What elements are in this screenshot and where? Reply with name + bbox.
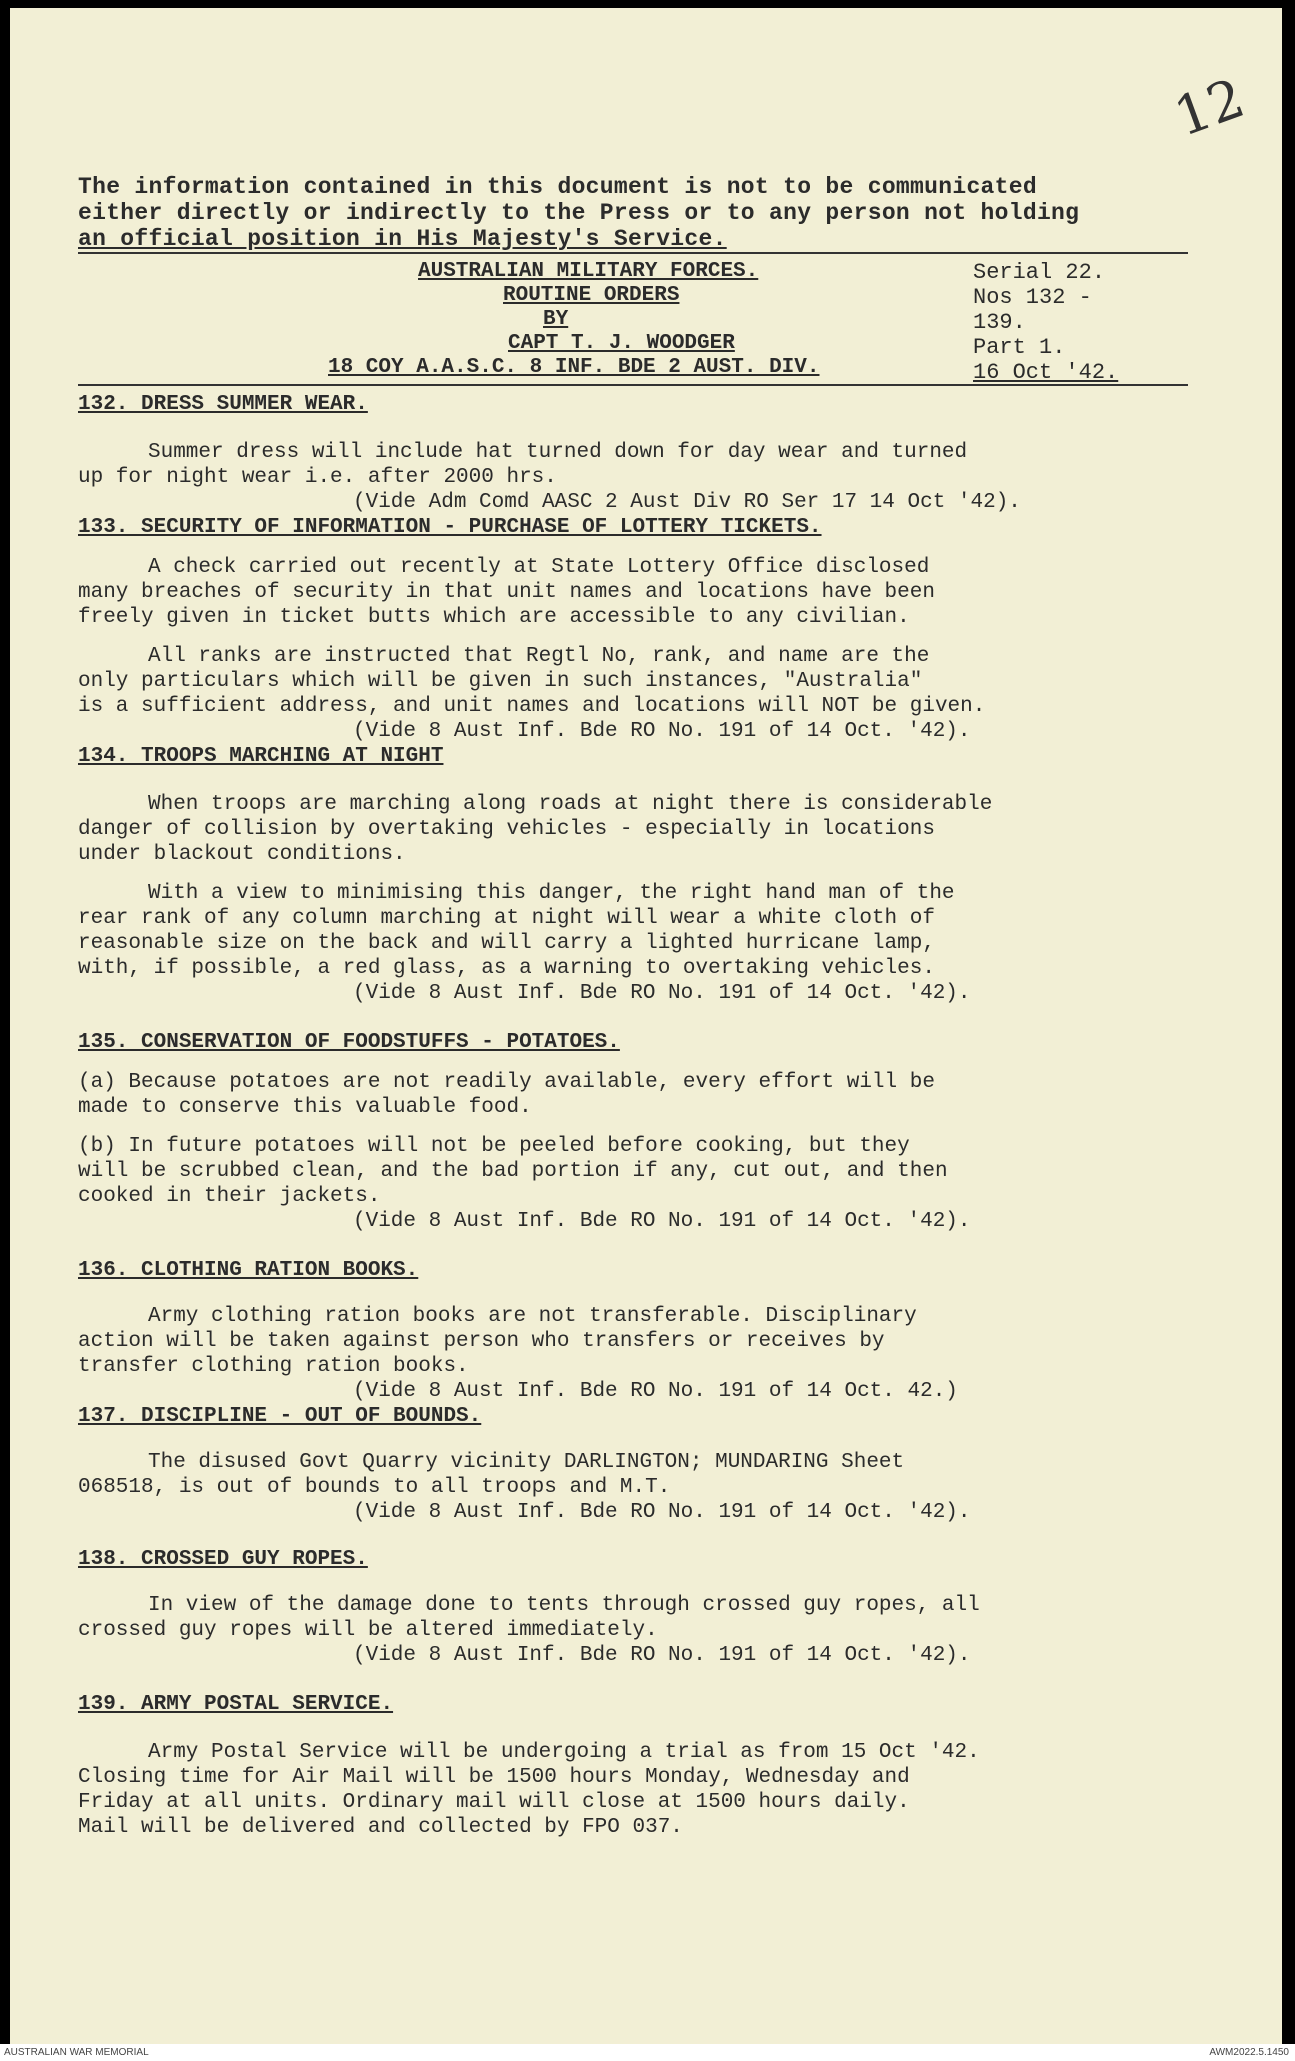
order-paragraph: All ranks are instructed that Regtl No, rank, and name are the only particulars which will be given in such instances, "Australia" is a sufficient address, and unit names and locations will NOT be given. — [78, 645, 986, 718]
header-title-unit: 18 COY A.A.S.C. 8 INF. BDE 2 AUST. DIV. — [328, 356, 820, 379]
order-paragraph: With a view to minimising this danger, the right hand man of the rear rank of any column marching at night will wear a white cloth of reasonable size on the back and will carry a lighted hurricane lamp, with, if possible, a red glass, as a warning to overtaking vehicles. — [78, 882, 955, 980]
order-132 — [78, 392, 1188, 515]
order-title: 133. SECURITY OF INFORMATION - PURCHASE OF LOTTERY TICKETS. — [78, 516, 822, 539]
footer-source: AUSTRALIAN WAR MEMORIAL — [4, 2047, 149, 2058]
order-reference: (Vide 8 Aust Inf. Bde RO No. 191 of 14 Oct. 42.) — [353, 1380, 958, 1403]
order-title: 132. DRESS SUMMER WEAR. — [78, 393, 368, 416]
order-paragraph: (b) In future potatoes will not be peeled before cooking, but they will be scrubbed clean, and the bad portion if any, cut out, and then cooked in their jackets. — [78, 1135, 948, 1208]
order-133 — [78, 515, 1188, 744]
date: 16 Oct '42. — [973, 360, 1119, 385]
order-paragraph: Army Postal Service will be undergoing a trial as from 15 Oct '42. Closing time for Air Mail will be 1500 hours Monday, Wednesday and Friday at all units. Ordinary mail will close at 1500 hours daily. Mail will be delivered and collected by FPO 037. — [78, 1741, 980, 1839]
header-title-forces: AUSTRALIAN MILITARY FORCES. — [418, 260, 759, 283]
order-paragraph: (a) Because potatoes are not readily available, every effort will be made to conserve this valuable food. — [78, 1071, 935, 1119]
order-title: 134. TROOPS MARCHING AT NIGHT — [78, 745, 444, 768]
order-paragraph: When troops are marching along roads at night there is considerable danger of collision by overtaking vehicles - especially in locations under blackout conditions. — [78, 793, 993, 866]
serial: Serial 22. — [973, 260, 1106, 285]
order-paragraph: A check carried out recently at State Lottery Office disclosed many breaches of security in that unit names and locations have been freely given in ticket butts which are accessible to any civilian. — [78, 556, 935, 629]
part: Part 1. — [973, 335, 1066, 360]
order-paragraph: The disused Govt Quarry vicinity DARLINGTON; MUNDARING Sheet 068518, is out of bounds to all troops and M.T. — [78, 1451, 905, 1499]
order-reference: (Vide Adm Comd AASC 2 Aust Div RO Ser 17 14 Oct '42). — [353, 491, 1021, 514]
order-reference: (Vide 8 Aust Inf. Bde RO No. 191 of 14 Oct. '42). — [353, 1501, 971, 1524]
order-reference: (Vide 8 Aust Inf. Bde RO No. 191 of 14 Oct. '42). — [353, 982, 971, 1005]
header-titles — [328, 260, 1008, 380]
order-136 — [78, 1258, 1188, 1404]
warning-line-2: either directly or indirectly to the Press or to any person not holding — [78, 200, 1080, 226]
order-reference: (Vide 8 Aust Inf. Bde RO No. 191 of 14 Oct. '42). — [353, 1644, 971, 1667]
header-title-by: BY — [543, 308, 569, 331]
order-title: 136. CLOTHING RATION BOOKS. — [78, 1259, 419, 1282]
order-paragraph: Summer dress will include hat turned down for day wear and turned up for night wear i.e. after 2000 hrs. — [78, 441, 968, 489]
header-rule-top — [78, 252, 1188, 254]
order-135 — [78, 1030, 1188, 1234]
order-title: 139. ARMY POSTAL SERVICE. — [78, 1693, 394, 1716]
page-number: 12 — [1166, 66, 1253, 149]
header-title-officer: CAPT T. J. WOODGER — [508, 332, 735, 355]
header-meta — [973, 260, 1118, 385]
order-134 — [78, 744, 1188, 1006]
archive-footer — [0, 2044, 1295, 2061]
warning-line-3: an official position in His Majesty's Service. — [78, 226, 727, 252]
order-title: 135. CONSERVATION OF FOODSTUFFS - POTATOES. — [78, 1031, 620, 1054]
order-reference: (Vide 8 Aust Inf. Bde RO No. 191 of 14 Oct. '42). — [353, 1210, 971, 1233]
order-title: 138. CROSSED GUY ROPES. — [78, 1548, 368, 1571]
routine-orders — [78, 174, 1188, 1840]
order-paragraph: Army clothing ration books are not transferable. Disciplinary action will be taken against person who transfers or receives by transfer clothing ration books. — [78, 1305, 917, 1378]
order-137 — [78, 1404, 1188, 1525]
order-title: 137. DISCIPLINE - OUT OF BOUNDS. — [78, 1405, 482, 1428]
order-139 — [78, 1692, 1188, 1840]
order-numbers-end: 139. — [973, 310, 1026, 335]
order-paragraph: In view of the damage done to tents through crossed guy ropes, all crossed guy ropes will be altered immediately. — [78, 1594, 980, 1642]
header-title-orders: ROUTINE ORDERS — [503, 284, 680, 307]
warning-line-1: The information contained in this document is not to be communicated — [78, 174, 1037, 200]
security-warning — [78, 174, 1188, 252]
order-numbers: Nos 132 - — [973, 285, 1092, 310]
order-138 — [78, 1547, 1188, 1668]
orders-header — [78, 256, 1188, 384]
document-page — [10, 8, 1282, 2044]
footer-accession: AWM2022.5.1450 — [1209, 2047, 1289, 2058]
order-reference: (Vide 8 Aust Inf. Bde RO No. 191 of 14 Oct. '42). — [353, 720, 971, 743]
